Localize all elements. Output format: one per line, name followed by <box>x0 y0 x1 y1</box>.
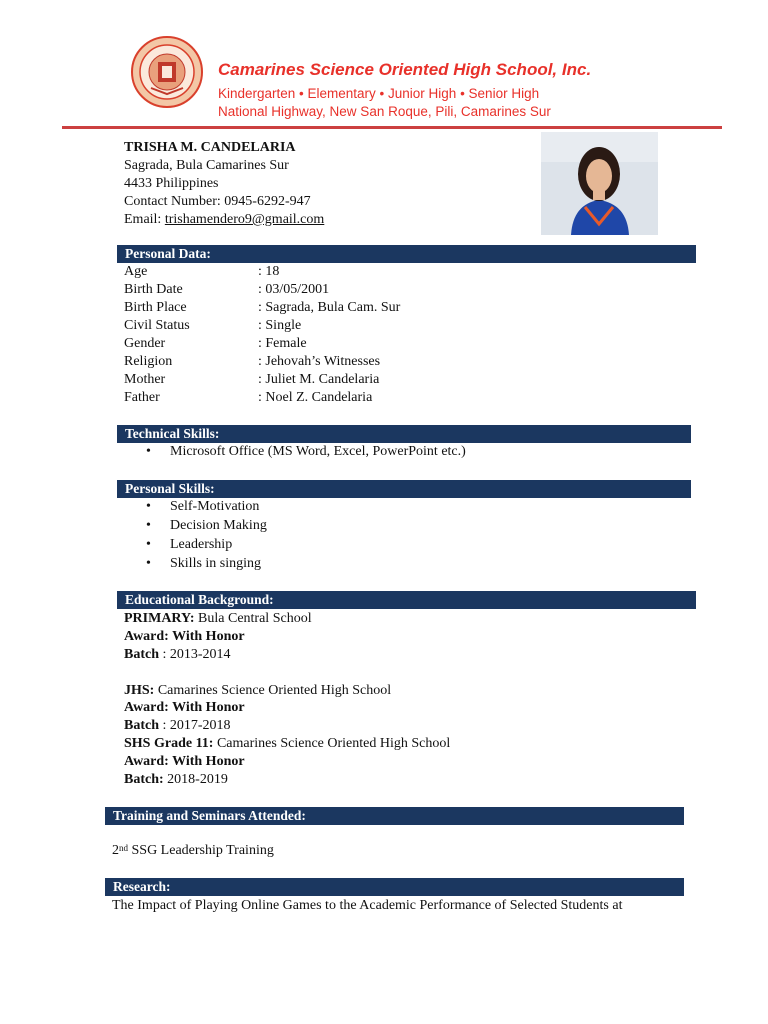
personal-data-header: Personal Data: <box>117 245 696 263</box>
personal-data-value: : Sagrada, Bula Cam. Sur <box>258 300 401 315</box>
training-header: Training and Seminars Attended: <box>105 807 684 825</box>
bullet-icon: • <box>146 537 151 552</box>
personal-skill-item: Skills in singing <box>170 556 262 571</box>
profile-photo <box>541 132 658 235</box>
bullet-icon: • <box>146 444 151 459</box>
personal-data-label: Mother <box>124 372 166 387</box>
personal-data-label: Father <box>124 390 160 405</box>
personal-data-value: : Jehovah’s Witnesses <box>258 354 381 369</box>
personal-data-value: : Single <box>258 318 302 333</box>
email-link[interactable]: trishamendero9@gmail.com <box>164 212 325 227</box>
bullet-icon: • <box>146 518 151 533</box>
jhs-award: Award: With Honor <box>124 700 245 715</box>
personal-data-value: : Female <box>258 336 307 351</box>
personal-skill-item: Leadership <box>170 537 233 552</box>
school-seal-logo <box>131 36 203 108</box>
primary-batch: Batch : 2013-2014 <box>124 647 231 662</box>
email-line <box>124 211 324 229</box>
personal-data-label: Birth Place <box>124 300 187 315</box>
personal-data-value: : 18 <box>258 264 280 279</box>
personal-skill-item: Decision Making <box>170 518 267 533</box>
personal-skill-item: Self-Motivation <box>170 499 260 514</box>
personal-data-label: Birth Date <box>124 282 183 297</box>
technical-skill-item: Microsoft Office (MS Word, Excel, PowerPoint etc.) <box>170 444 466 459</box>
school-levels: Kindergarten • Elementary • Junior High • Senior High <box>218 86 540 101</box>
applicant-name: TRISHA M. CANDELARIA <box>124 140 296 155</box>
shs-award: Award: With Honor <box>124 754 245 769</box>
school-address: National Highway, New San Roque, Pili, Camarines Sur <box>218 104 551 119</box>
technical-skills-header: Technical Skills: <box>117 425 691 443</box>
jhs-school: JHS: Camarines Science Oriented High School <box>124 683 392 698</box>
education-header: Educational Background: <box>117 591 696 609</box>
email-label: Email: <box>124 212 165 227</box>
shs-batch: Batch: 2018-2019 <box>124 772 228 787</box>
personal-skills-header: Personal Skills: <box>117 480 691 498</box>
personal-data-label: Civil Status <box>124 318 190 333</box>
personal-data-label: Gender <box>124 336 166 351</box>
primary-school: PRIMARY: Bula Central School <box>124 611 312 626</box>
training-item: 2nd SSG Leadership Training <box>112 843 274 858</box>
contact-number: Contact Number: 0945-6292-947 <box>124 194 311 209</box>
personal-data-value: : Juliet M. Candelaria <box>258 372 380 387</box>
personal-data-label: Age <box>124 264 148 279</box>
personal-data-label: Religion <box>124 354 173 369</box>
primary-award: Award: With Honor <box>124 629 245 644</box>
address-line-2: 4433 Philippines <box>124 176 219 191</box>
bullet-icon: • <box>146 499 151 514</box>
personal-data-value: : 03/05/2001 <box>258 282 330 297</box>
research-header: Research: <box>105 878 684 896</box>
address-line-1: Sagrada, Bula Camarines Sur <box>124 158 289 173</box>
research-title: The Impact of Playing Online Games to the Academic Performance of Selected Students at <box>112 898 623 913</box>
bullet-icon: • <box>146 556 151 571</box>
personal-data-value: : Noel Z. Candelaria <box>258 390 373 405</box>
header-divider <box>62 126 722 129</box>
shs-school: SHS Grade 11: Camarines Science Oriented High School <box>124 736 451 751</box>
jhs-batch: Batch : 2017-2018 <box>124 718 231 733</box>
school-name: Camarines Science Oriented High School, Inc. <box>218 60 592 79</box>
